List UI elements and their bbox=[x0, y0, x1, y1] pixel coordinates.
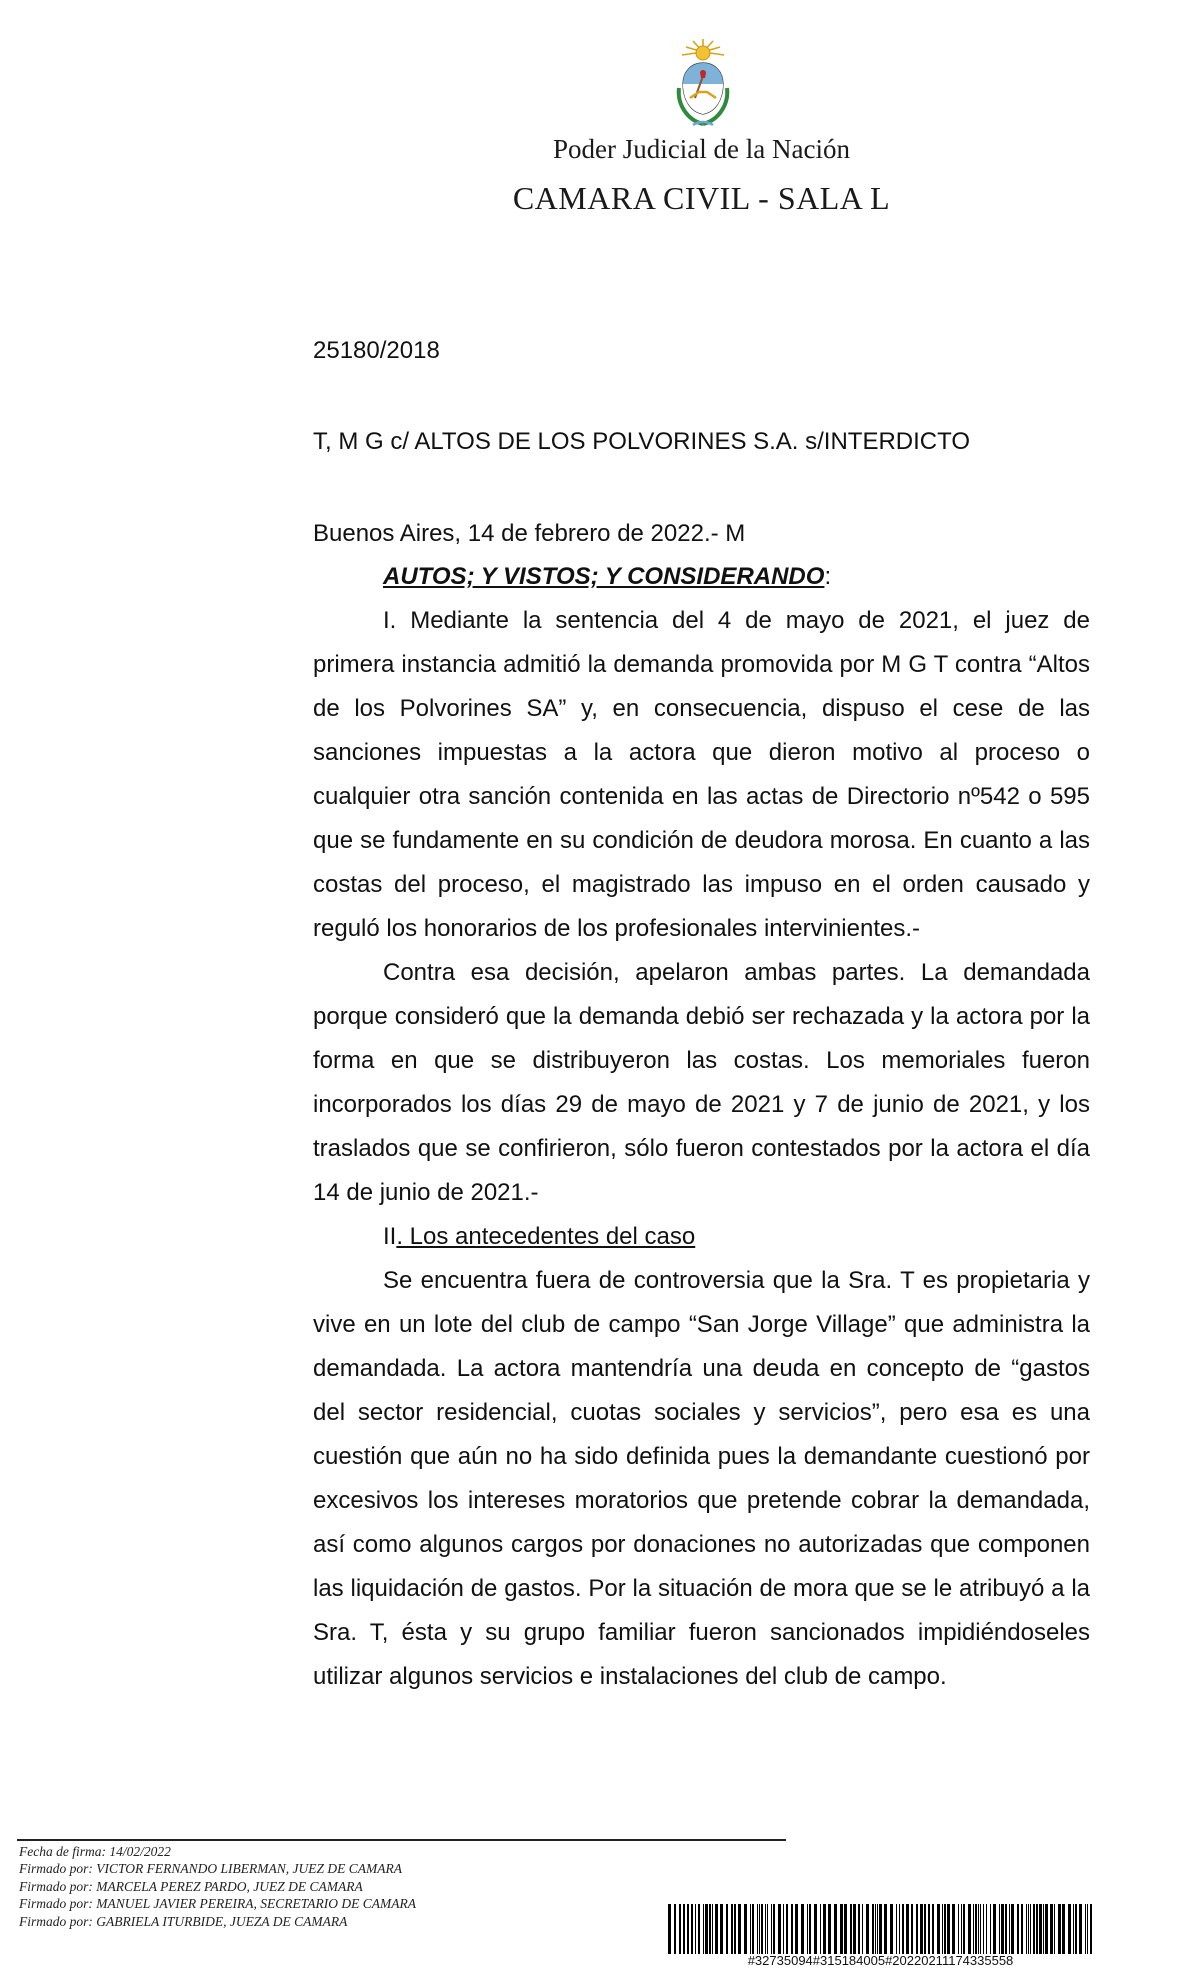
barcode-bar bbox=[720, 1904, 723, 1954]
barcode-bar bbox=[942, 1904, 943, 1954]
barcode-bar bbox=[679, 1904, 681, 1954]
paragraph-1: I. Mediante la sentencia del 4 de mayo de 2021, el juez de primera instancia admitió la demanda promovida por M G T contra “Altos de los Polvorines SA” y, en consecuencia, dispuso el cese de las sanciones impuestas a la actora que dieron motivo al proceso o cualquier otra sanción contenida en las actas de Directorio nº542 o 595 que se fundamente en su condición de deudora morosa. En cuanto a las costas del proceso, el magistrado las impuso en el orden causado y reguló los honorarios de los profesionales intervinientes.- bbox=[313, 607, 1090, 942]
barcode-bar bbox=[703, 1904, 704, 1954]
barcode-bar bbox=[705, 1904, 708, 1954]
barcode-bar bbox=[983, 1904, 984, 1954]
barcode-bar bbox=[765, 1904, 766, 1954]
heading-colon: : bbox=[824, 563, 832, 590]
barcode-bar bbox=[920, 1904, 923, 1954]
barcode-bar bbox=[828, 1904, 831, 1954]
barcode-bar bbox=[783, 1904, 784, 1954]
barcode-bar bbox=[947, 1904, 950, 1954]
barcode-bar bbox=[823, 1904, 826, 1954]
barcode-bar bbox=[978, 1904, 979, 1954]
barcode-bar bbox=[844, 1904, 847, 1954]
coat-of-arms-argentina-icon bbox=[673, 38, 733, 130]
barcode-bar bbox=[899, 1904, 900, 1954]
signature-block bbox=[19, 1843, 416, 1930]
barcode-bar bbox=[757, 1904, 758, 1954]
barcode-bar bbox=[1026, 1904, 1027, 1954]
barcode-bar bbox=[973, 1904, 974, 1954]
barcode-bar bbox=[712, 1904, 713, 1954]
barcode-bar bbox=[932, 1904, 934, 1954]
barcode-bar bbox=[952, 1904, 955, 1954]
barcode-bar bbox=[1021, 1904, 1023, 1954]
barcode-bar bbox=[999, 1904, 1000, 1954]
barcode-bar bbox=[1054, 1904, 1055, 1954]
barcode-bar bbox=[761, 1904, 763, 1954]
barcode-bar bbox=[850, 1904, 852, 1954]
barcode-bar bbox=[771, 1904, 772, 1954]
barcode-bar bbox=[916, 1904, 918, 1954]
barcode-bar bbox=[1028, 1904, 1029, 1954]
resolution-body bbox=[313, 555, 1090, 1699]
barcode-bar bbox=[668, 1904, 671, 1954]
barcode-bar bbox=[1036, 1904, 1038, 1954]
barcode-bar bbox=[695, 1904, 696, 1954]
barcode-bar bbox=[759, 1904, 760, 1954]
barcode-bar bbox=[911, 1904, 913, 1954]
signature-line: Firmado por: VICTOR FERNANDO LIBERMAN, JUEZ DE CAMARA bbox=[19, 1861, 402, 1877]
barcode-bar bbox=[1017, 1904, 1019, 1954]
barcode-bar bbox=[744, 1904, 747, 1954]
barcode-bar bbox=[975, 1904, 977, 1954]
barcode-bar bbox=[840, 1904, 843, 1954]
barcode-bar bbox=[726, 1904, 728, 1954]
barcode-bar bbox=[858, 1904, 860, 1954]
barcode-bar bbox=[674, 1904, 676, 1954]
footer-divider bbox=[17, 1839, 786, 1841]
barcode-bar bbox=[986, 1904, 987, 1954]
barcode-bar bbox=[687, 1904, 689, 1954]
barcode-bar bbox=[937, 1904, 940, 1954]
barcode-bar bbox=[1073, 1904, 1074, 1954]
barcode-bar bbox=[958, 1904, 959, 1954]
barcode-bar bbox=[1068, 1904, 1071, 1954]
barcode-bar bbox=[853, 1904, 856, 1954]
barcode-bar bbox=[963, 1904, 965, 1954]
barcode-bar bbox=[990, 1904, 991, 1954]
signature-line: Firmado por: GABRIELA ITURBIDE, JUEZA DE CAMARA bbox=[19, 1913, 348, 1929]
barcode-bar bbox=[715, 1904, 718, 1954]
barcode-bar bbox=[1079, 1904, 1082, 1954]
barcode-bar bbox=[896, 1904, 897, 1954]
barcode-bar bbox=[786, 1904, 788, 1954]
barcode-bar bbox=[993, 1904, 996, 1954]
barcode-bar bbox=[791, 1904, 793, 1954]
barcode-bar bbox=[814, 1904, 817, 1954]
signature-date: Fecha de firma: 14/02/2022 bbox=[19, 1844, 171, 1859]
barcode-bar bbox=[1058, 1904, 1061, 1954]
barcode-bar bbox=[1005, 1904, 1007, 1954]
section-2-heading bbox=[313, 1215, 1090, 1259]
barcode-bar bbox=[1075, 1904, 1077, 1954]
barcode-bar bbox=[862, 1904, 863, 1954]
barcode-bar bbox=[738, 1904, 741, 1954]
barcode-bar bbox=[778, 1904, 781, 1954]
barcode-bar bbox=[834, 1904, 837, 1954]
barcode-bar bbox=[1043, 1904, 1044, 1954]
barcode-bar bbox=[1001, 1904, 1004, 1954]
date-line: Buenos Aires, 14 de febrero de 2022.- M bbox=[313, 520, 746, 547]
barcode-bar bbox=[1085, 1904, 1086, 1954]
heading-text: AUTOS; Y VISTOS; Y CONSIDERANDO bbox=[383, 563, 825, 590]
barcode-bar bbox=[1011, 1904, 1014, 1954]
barcode-bar bbox=[731, 1904, 733, 1954]
barcode-bar bbox=[752, 1904, 754, 1954]
barcode-bar bbox=[902, 1904, 904, 1954]
barcode-bar bbox=[1062, 1904, 1065, 1954]
signature-line: Firmado por: MARCELA PEREZ PARDO, JUEZ DE CAMARA bbox=[19, 1878, 363, 1894]
barcode-icon bbox=[668, 1904, 1093, 1954]
barcode-bar bbox=[1045, 1904, 1048, 1954]
barcode-bar bbox=[875, 1904, 876, 1954]
barcode-bar bbox=[1087, 1904, 1088, 1954]
barcode-bar bbox=[683, 1904, 685, 1954]
barcode-bar bbox=[1009, 1904, 1010, 1954]
barcode-bar bbox=[801, 1904, 804, 1954]
barcode-bar bbox=[734, 1904, 736, 1954]
barcode-bar bbox=[1090, 1904, 1092, 1954]
barcode-bar bbox=[872, 1904, 874, 1954]
barcode-bar bbox=[709, 1904, 711, 1954]
barcode-bar bbox=[906, 1904, 909, 1954]
barcode-bar bbox=[1050, 1904, 1053, 1954]
paragraph-3: Se encuentra fuera de controversia que la Sra. T es propietaria y vive en un lote del club de campo “San Jorge Village” que administra la demandada. La actora mantendría una deuda en concepto de “gastos del sector residencial, cuotas sociales y servicios”, pero esa es una cuestión que aún no ha sido definida pues la demandante cuestionó por excesivos los intereses moratorios que pretende cobrar la demandada, así como algunos cargos por donaciones no autorizadas que componen las liquidación de gastos. Por la situación de mora que se le atribuyó a la Sra. T, ésta y su grupo familiar fueron sancionados impidiéndoseles utilizar algunos servicios e instalaciones del club de campo. bbox=[313, 1267, 1090, 1690]
barcode-bar bbox=[809, 1904, 811, 1954]
resolution-heading bbox=[313, 555, 1090, 599]
barcode-bar bbox=[877, 1904, 878, 1954]
barcode-bar bbox=[691, 1904, 693, 1954]
barcode-bar bbox=[961, 1904, 962, 1954]
barcode-bar bbox=[773, 1904, 775, 1954]
signature-line: Firmado por: MANUEL JAVIER PEREIRA, SECRETARIO DE CAMARA bbox=[19, 1896, 416, 1912]
section-2-prefix: II bbox=[383, 1223, 397, 1250]
barcode-bar bbox=[866, 1904, 869, 1954]
case-number: 25180/2018 bbox=[313, 337, 440, 364]
organization-name: Poder Judicial de la Nación bbox=[553, 134, 850, 164]
barcode-bar bbox=[795, 1904, 798, 1954]
barcode-bar bbox=[924, 1904, 926, 1954]
paragraph-2: Contra esa decisión, apelaron ambas partes. La demandada porque consideró que la demanda debió ser rechazada y la actora por la forma en que se distribuyeron las costas. Los memoriales fueron incorporados los días 29 de mayo de 2021 y 7 de junio de 2021, y los traslados que se confirieron, sólo fueron contestados por la actora el día 14 de junio de 2021.- bbox=[313, 959, 1090, 1206]
barcode-bar bbox=[698, 1904, 700, 1954]
barcode-bar bbox=[1039, 1904, 1042, 1954]
barcode-bar bbox=[884, 1904, 887, 1954]
barcode-bar bbox=[968, 1904, 971, 1954]
barcode-number: #32735094#315184005#20220211174335558 bbox=[747, 1953, 1014, 1968]
barcode-bar bbox=[1030, 1904, 1031, 1954]
barcode-bar bbox=[890, 1904, 893, 1954]
barcode-bar bbox=[879, 1904, 882, 1954]
barcode-bar bbox=[807, 1904, 808, 1954]
barcode-bar bbox=[944, 1904, 946, 1954]
barcode-bar bbox=[928, 1904, 930, 1954]
barcode-bar bbox=[980, 1904, 981, 1954]
case-title: T, M G c/ ALTOS DE LOS POLVORINES S.A. s/INTERDICTO bbox=[313, 428, 971, 455]
section-2-title: . Los antecedentes del caso bbox=[396, 1223, 696, 1250]
barcode-bar bbox=[1033, 1904, 1035, 1954]
barcode-bar bbox=[767, 1904, 768, 1954]
barcode-bar bbox=[820, 1904, 821, 1954]
barcode-bar bbox=[750, 1904, 751, 1954]
court-name: CAMARA CIVIL - SALA L bbox=[512, 180, 891, 216]
